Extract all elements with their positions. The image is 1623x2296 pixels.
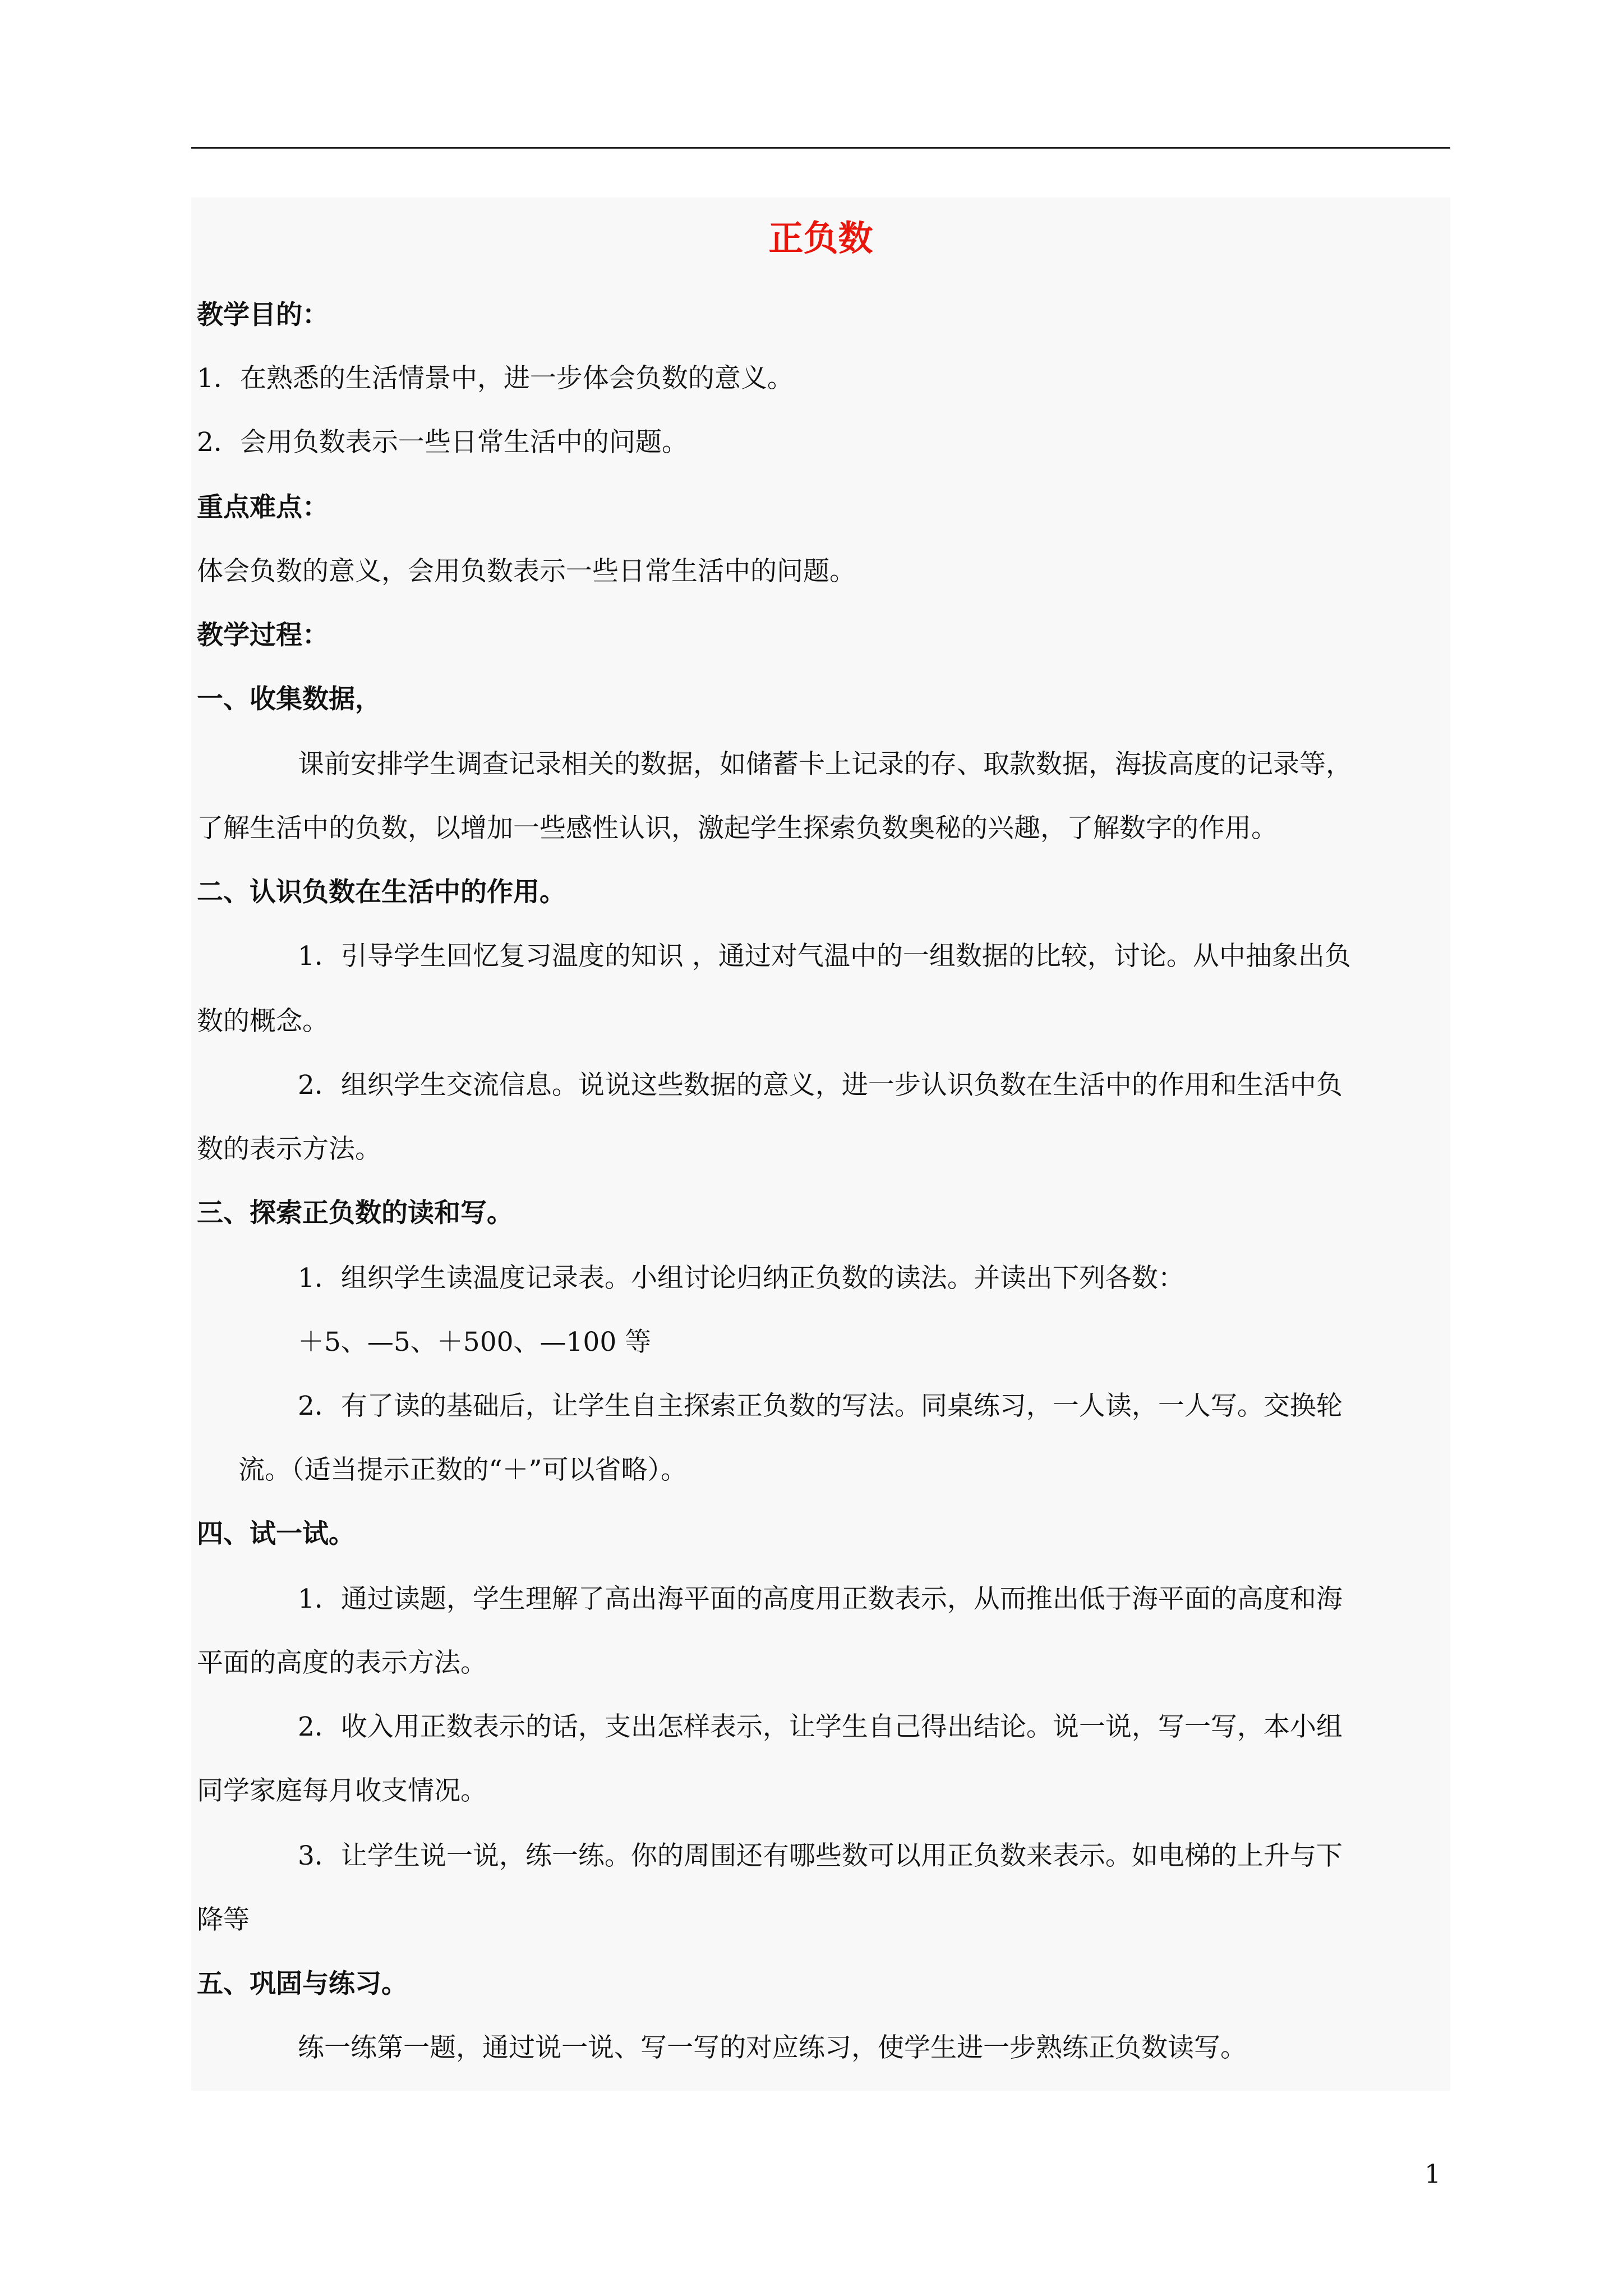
paragraph-line: 数的表示方法。 (197, 1134, 381, 1165)
paragraph-line: 2．收入用正数表示的话，支出怎样表示，让学生自己得出结论。说一说，写一写，本小组 (298, 1711, 1343, 1742)
paragraph-line: 平面的高度的表示方法。 (197, 1648, 487, 1678)
section-heading-2: 二、认识负数在生活中的作用。 (197, 877, 566, 908)
heading-teaching-goals: 教学目的： (197, 300, 329, 330)
section-heading-4: 四、试一试。 (197, 1519, 355, 1549)
paragraph-line: 1．通过读题，学生理解了高出海平面的高度用正数表示，从而推出低于海平面的高度和海 (298, 1584, 1343, 1614)
section-heading-1: 一、收集数据， (197, 684, 381, 715)
section-heading-3: 三、探索正负数的读和写。 (197, 1198, 513, 1228)
heading-teaching-process: 教学过程： (197, 620, 329, 651)
paragraph-line: 1．引导学生回忆复习温度的知识 ，通过对气温中的一组数据的比较，讨论。从中抽象出负 (298, 941, 1351, 972)
paragraph-line: 数的概念。 (197, 1006, 329, 1037)
page-number: 1 (1424, 2159, 1441, 2189)
heading-key-points: 重点难点： (197, 492, 329, 523)
header-rule (191, 147, 1450, 149)
paragraph-line: 流。（适当提示正数的“＋”可以省略）。 (238, 1455, 688, 1485)
key-points-text: 体会负数的意义，会用负数表示一些日常生活中的问题。 (197, 556, 856, 587)
paragraph-line: 2．组织学生交流信息。说说这些数据的意义，进一步认识负数在生活中的作用和生活中负 (298, 1070, 1343, 1101)
paragraph-line: 同学家庭每月收支情况。 (197, 1775, 487, 1806)
paragraph-line: 了解生活中的负数，以增加一些感性认识，激起学生探索负数奥秘的兴趣，了解数字的作用。 (197, 813, 1278, 844)
paragraph-line: 练一练第一题，通过说一说、写一写的对应练习，使学生进一步熟练正负数读写。 (298, 2032, 1247, 2063)
paragraph-line: 课前安排学生调查记录相关的数据，如储蓄卡上记录的存、取款数据，海拔高度的记录等， (298, 749, 1352, 780)
goal-item-2: 2．会用负数表示一些日常生活中的问题。 (197, 427, 688, 458)
goal-item-1: 1．在熟悉的生活情景中，进一步体会负数的意义。 (197, 363, 794, 394)
paragraph-line: 1．组织学生读温度记录表。小组讨论归纳正负数的读法。并读出下列各数： (298, 1263, 1184, 1294)
document-title: 正负数 (768, 218, 873, 259)
section-heading-5: 五、巩固与练习。 (197, 1968, 408, 1999)
paragraph-line: 2．有了读的基础后，让学生自主探索正负数的写法。同桌练习，一人读，一人写。交换轮 (298, 1391, 1343, 1421)
paragraph-line: 降等 (197, 1904, 250, 1935)
number-examples: ＋5、—5、＋500、—100 等 (298, 1327, 652, 1358)
paragraph-line: 3．让学生说一说，练一练。你的周围还有哪些数可以用正负数来表示。如电梯的上升与下 (298, 1841, 1343, 1871)
